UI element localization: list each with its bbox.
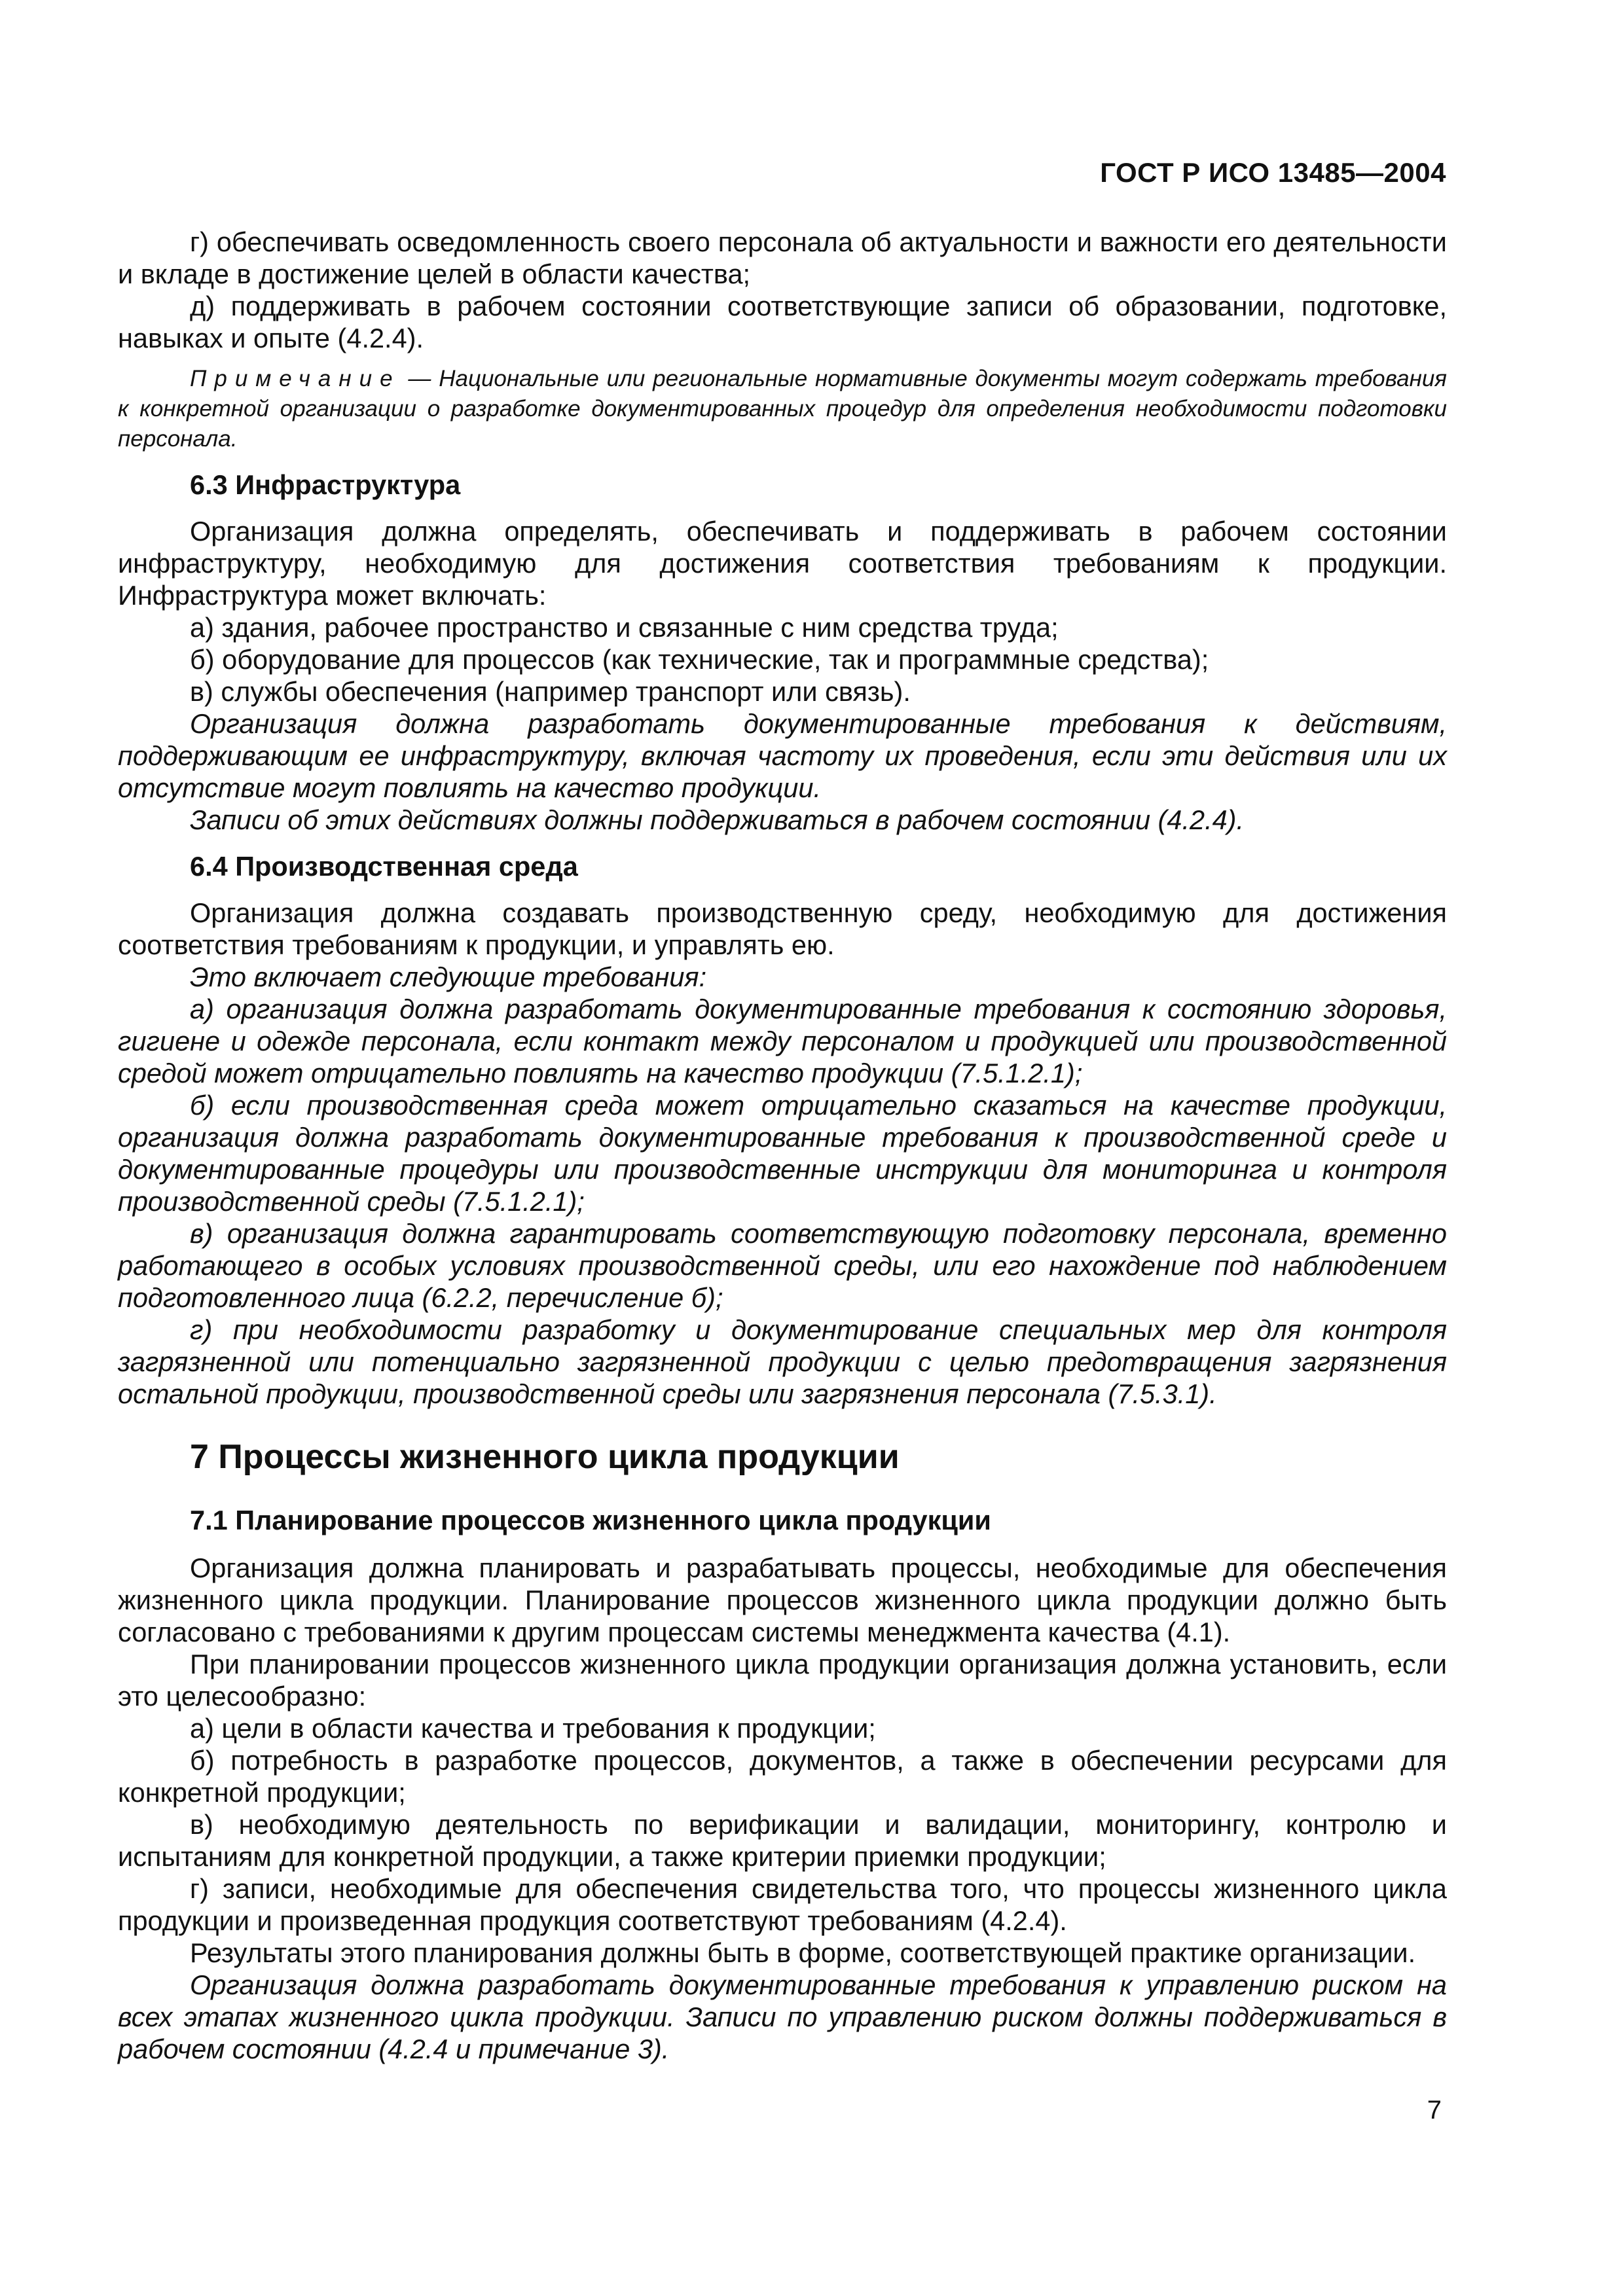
standard-header: ГОСТ Р ИСО 13485—2004 bbox=[1100, 157, 1446, 188]
list-item-6-3-a: а) здания, рабочее пространство и связанные с ним средства труда; bbox=[190, 612, 1059, 643]
paragraph-7-1-1: Организация должна планировать и разрабатывать процессы, необходимые для обеспечения жизненного цикла продукции. Планирование процессов жизненного цикла продукции должно быть согласовано с требованиями к другим процессам системы менеджмента качества (4.1). bbox=[118, 1552, 1447, 1647]
note-label: Примечание bbox=[190, 366, 401, 391]
list-item-7-1-a: а) цели в области качества и требования к продукции; bbox=[190, 1713, 876, 1744]
list-item-6-4-g: г) при необходимости разработку и документирование специальных мер для контроля загрязненной или потенциально загрязненной продукции с целью предотвращения загрязнения остальной продукции, производственной среды или загрязнения персонала (7.5.3.1). bbox=[118, 1314, 1447, 1409]
note-paragraph bbox=[118, 364, 1447, 454]
note-text: — Национальные или региональные нормативные документы могут содержать требования к конкретной организации о разработке документированных процедур для определения необходимости подготовки персонала. bbox=[118, 366, 1447, 452]
paragraph-7-1-2: При планировании процессов жизненного цикла продукции организация должна установить, если это целесообразно: bbox=[118, 1649, 1447, 1712]
paragraph-6-3-intro: Организация должна определять, обеспечивать и поддерживать в рабочем состоянии инфраструктуру, необходимую для достижения соответствия требованиям к продукции. Инфраструктура может включать: bbox=[118, 516, 1447, 611]
paragraph-7-1-results: Результаты этого планирования должны быть в форме, соответствующей практике организации. bbox=[190, 1937, 1416, 1968]
list-item-6-3-v: в) службы обеспечения (например транспорт или связь). bbox=[190, 676, 911, 707]
section-heading-6-4: 6.4 Производственная среда bbox=[190, 851, 578, 882]
section-heading-6-3: 6.3 Инфраструктура bbox=[190, 469, 461, 500]
list-item-7-1-b: б) потребность в разработке процессов, документов, а также в обеспечении ресурсами для конкретной продукции; bbox=[118, 1745, 1447, 1808]
paragraph-7-1-italic: Организация должна разработать документированные требования к управлению риском на всех этапах жизненного цикла продукции. Записи по управлению риском должны поддерживаться в рабочем состоянии (4.2.4 и примечание 3). bbox=[118, 1969, 1447, 2064]
chapter-heading-7: 7 Процессы жизненного цикла продукции bbox=[190, 1438, 900, 1476]
list-item-7-1-g: г) записи, необходимые для обеспечения свидетельства того, что процессы жизненного цикла продукции и произведенная продукция соответствуют требованиям (4.2.4). bbox=[118, 1873, 1447, 1936]
list-item-6-4-v: в) организация должна гарантировать соответствующую подготовку персонала, временно работающего в особых условиях производственной среды, или его нахождение под наблюдением подготовленного лица (6.2.2, перечисление б); bbox=[118, 1218, 1447, 1313]
paragraph-6-3-italic-2: Записи об этих действиях должны поддерживаться в рабочем состоянии (4.2.4). bbox=[190, 804, 1245, 835]
page-number: 7 bbox=[1427, 2096, 1442, 2125]
paragraph-item-d: д) поддерживать в рабочем состоянии соответствующие записи об образовании, подготовке, навыках и опыте (4.2.4). bbox=[118, 291, 1447, 353]
paragraph-6-4-italic-intro: Это включает следующие требования: bbox=[190, 961, 707, 992]
list-item-6-3-b: б) оборудование для процессов (как технические, так и программные средства); bbox=[190, 644, 1209, 675]
paragraph-item-g: г) обеспечивать осведомленность своего персонала об актуальности и важности его деятельности и вкладе в достижение целей в области качества; bbox=[118, 226, 1447, 289]
list-item-7-1-v: в) необходимую деятельность по верификации и валидации, мониторингу, контролю и испытаниям для конкретной продукции, а также критерии приемки продукции; bbox=[118, 1809, 1447, 1872]
paragraph-6-4-intro: Организация должна создавать производственную среду, необходимую для достижения соответствия требованиям к продукции, и управлять ею. bbox=[118, 897, 1447, 960]
list-item-6-4-a: а) организация должна разработать документированные требования к состоянию здоровья, гигиене и одежде персонала, если контакт между персоналом и продукцией или производственной средой может отрицательно повлиять на качество продукции (7.5.1.2.1); bbox=[118, 994, 1447, 1088]
paragraph-6-3-italic-1: Организация должна разработать документированные требования к действиям, поддерживающим ее инфраструктуру, включая частоту их проведения, если эти действия или их отсутствие могут повлиять на качество продукции. bbox=[118, 708, 1447, 803]
section-heading-7-1: 7.1 Планирование процессов жизненного цикла продукции bbox=[190, 1505, 991, 1535]
list-item-6-4-b: б) если производственная среда может отрицательно сказаться на качестве продукции, организация должна разработать документированные требования к производственной среде и документированные процедуры или производственные инструкции для мониторинга и контроля производственной среды (7.5.1.2.1); bbox=[118, 1090, 1447, 1217]
page-content bbox=[118, 226, 1447, 2065]
